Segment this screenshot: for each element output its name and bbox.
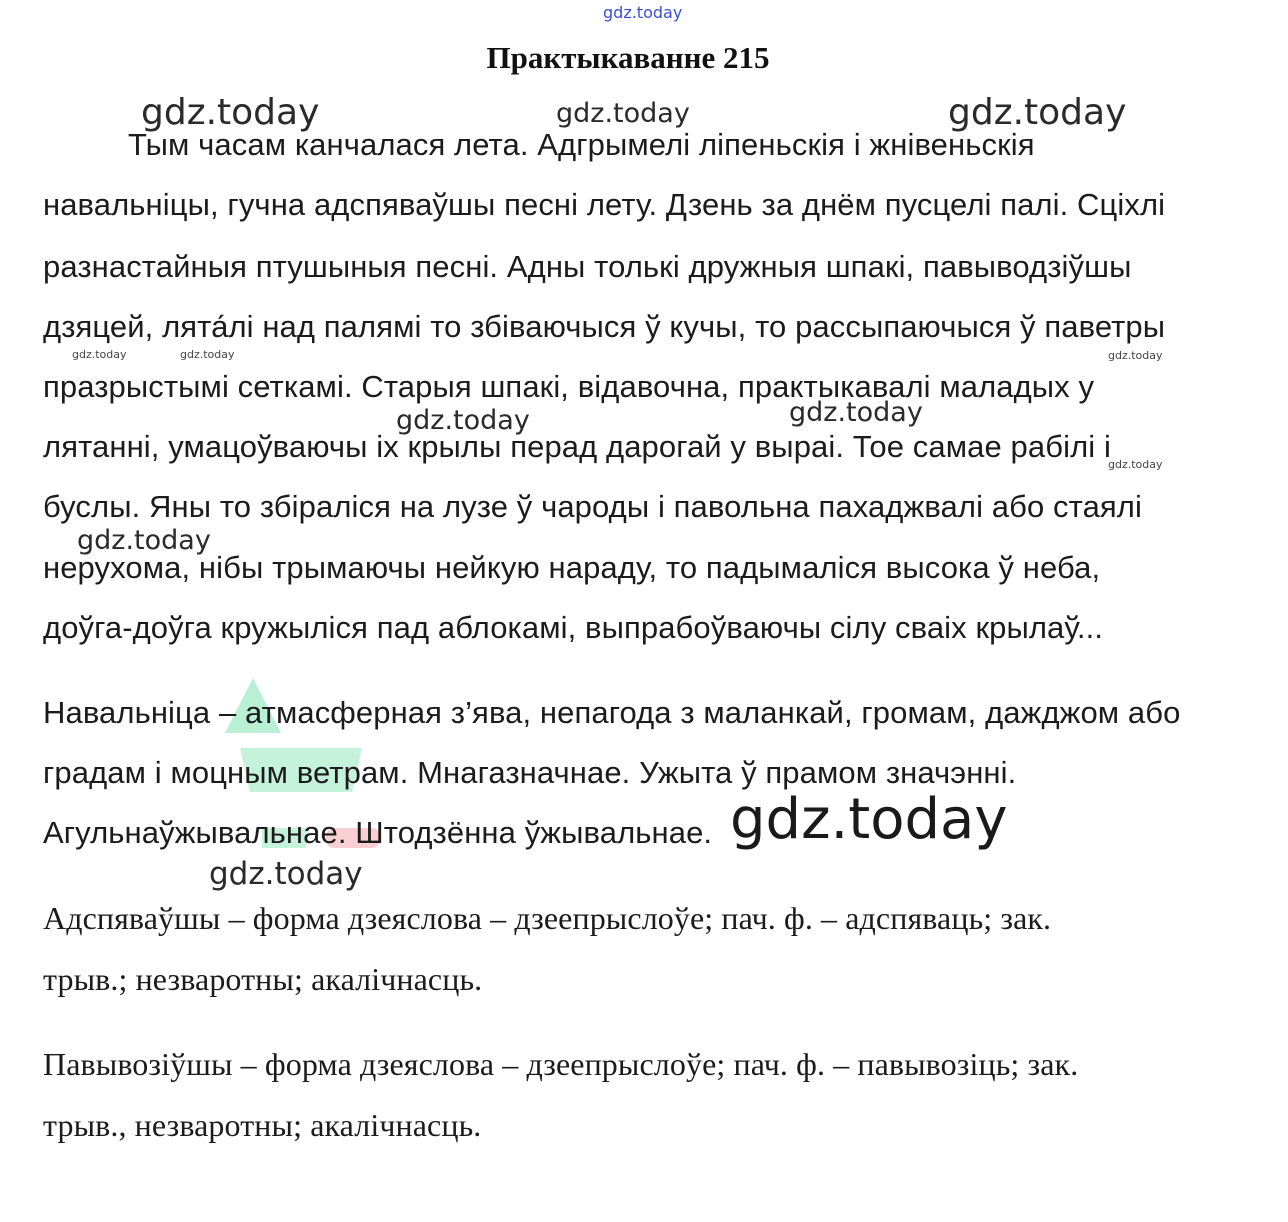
definition-line: Агульнаўжывальнае. Штодзённа ўжывальнае. — [43, 815, 713, 850]
definition-line: Навальніца – атмасферная з’ява, непагода з маланкай, громам, дажджом або — [43, 695, 1181, 730]
watermark: gdz.today — [730, 787, 1008, 852]
analysis-line: трыв., незваротны; акалічнасць. — [43, 1107, 482, 1143]
analysis-line: Павывозіўшы – форма дзеяслова – дзеепрыслоўе; пач. ф. – павывозіць; зак. — [43, 1046, 1079, 1082]
analysis-line: Адспяваўшы – форма дзеяслова – дзеепрыслоўе; пач. ф. – адспяваць; зак. — [43, 900, 1052, 936]
page-title: Практыкаванне 215 — [486, 40, 770, 75]
watermark: gdz.today — [141, 92, 320, 133]
watermark: gdz.today — [77, 525, 211, 556]
text-line: разнастайныя птушыныя песні. Адны толькі дружныя шпакі, павыводзіўшы — [43, 249, 1132, 284]
watermark: gdz.today — [948, 92, 1127, 133]
watermark: gdz.today — [209, 856, 363, 892]
text-line: празрыстымі сеткамі. Старыя шпакі, відавочна, практыкавалі маладых у — [43, 369, 1095, 404]
watermark: gdz.today — [396, 405, 530, 436]
watermark: gdz.today — [1108, 458, 1163, 471]
text-line: Тым часам канчалася лета. Адгрымелі ліпеньскія і жнівеньскія — [128, 127, 1035, 162]
text-line: нерухома, нібы трымаючы нейкую нараду, то падымаліся высока ў неба, — [43, 550, 1101, 585]
watermark: gdz.today — [556, 98, 690, 129]
watermark: gdz.today — [789, 397, 923, 428]
text-line: буслы. Яны то збіраліся на лузе ў чароды і павольна пахаджвалі або стаялі — [43, 489, 1142, 524]
definition-line: градам і моцным ветрам. Мнагазначнае. Ужыта ў прамом значэнні. — [43, 755, 1017, 790]
text-line: лятанні, умацоўваючы іх крылы перад дарогай у выраі. Тое самае рабілі і — [43, 429, 1111, 464]
analysis-line: трыв.; незваротны; акалічнасць. — [43, 961, 483, 997]
watermark: gdz.today — [72, 348, 127, 361]
watermark: gdz.today — [180, 348, 235, 361]
watermark-top: gdz.today — [603, 3, 683, 22]
text-line: навальніцы, гучна адспяваўшы песні лету. Дзень за днём пусцелі палі. Сціхлі — [43, 187, 1166, 222]
text-line: дзяцей, лята́лі над палямі то збіваючыся ў кучы, то рассыпаючыся ў паветры — [43, 309, 1166, 344]
watermark: gdz.today — [1108, 349, 1163, 362]
text-line: доўга-доўга кружыліся пад аблокамі, выпрабоўваючы сілу сваіх крылаў... — [43, 610, 1104, 645]
